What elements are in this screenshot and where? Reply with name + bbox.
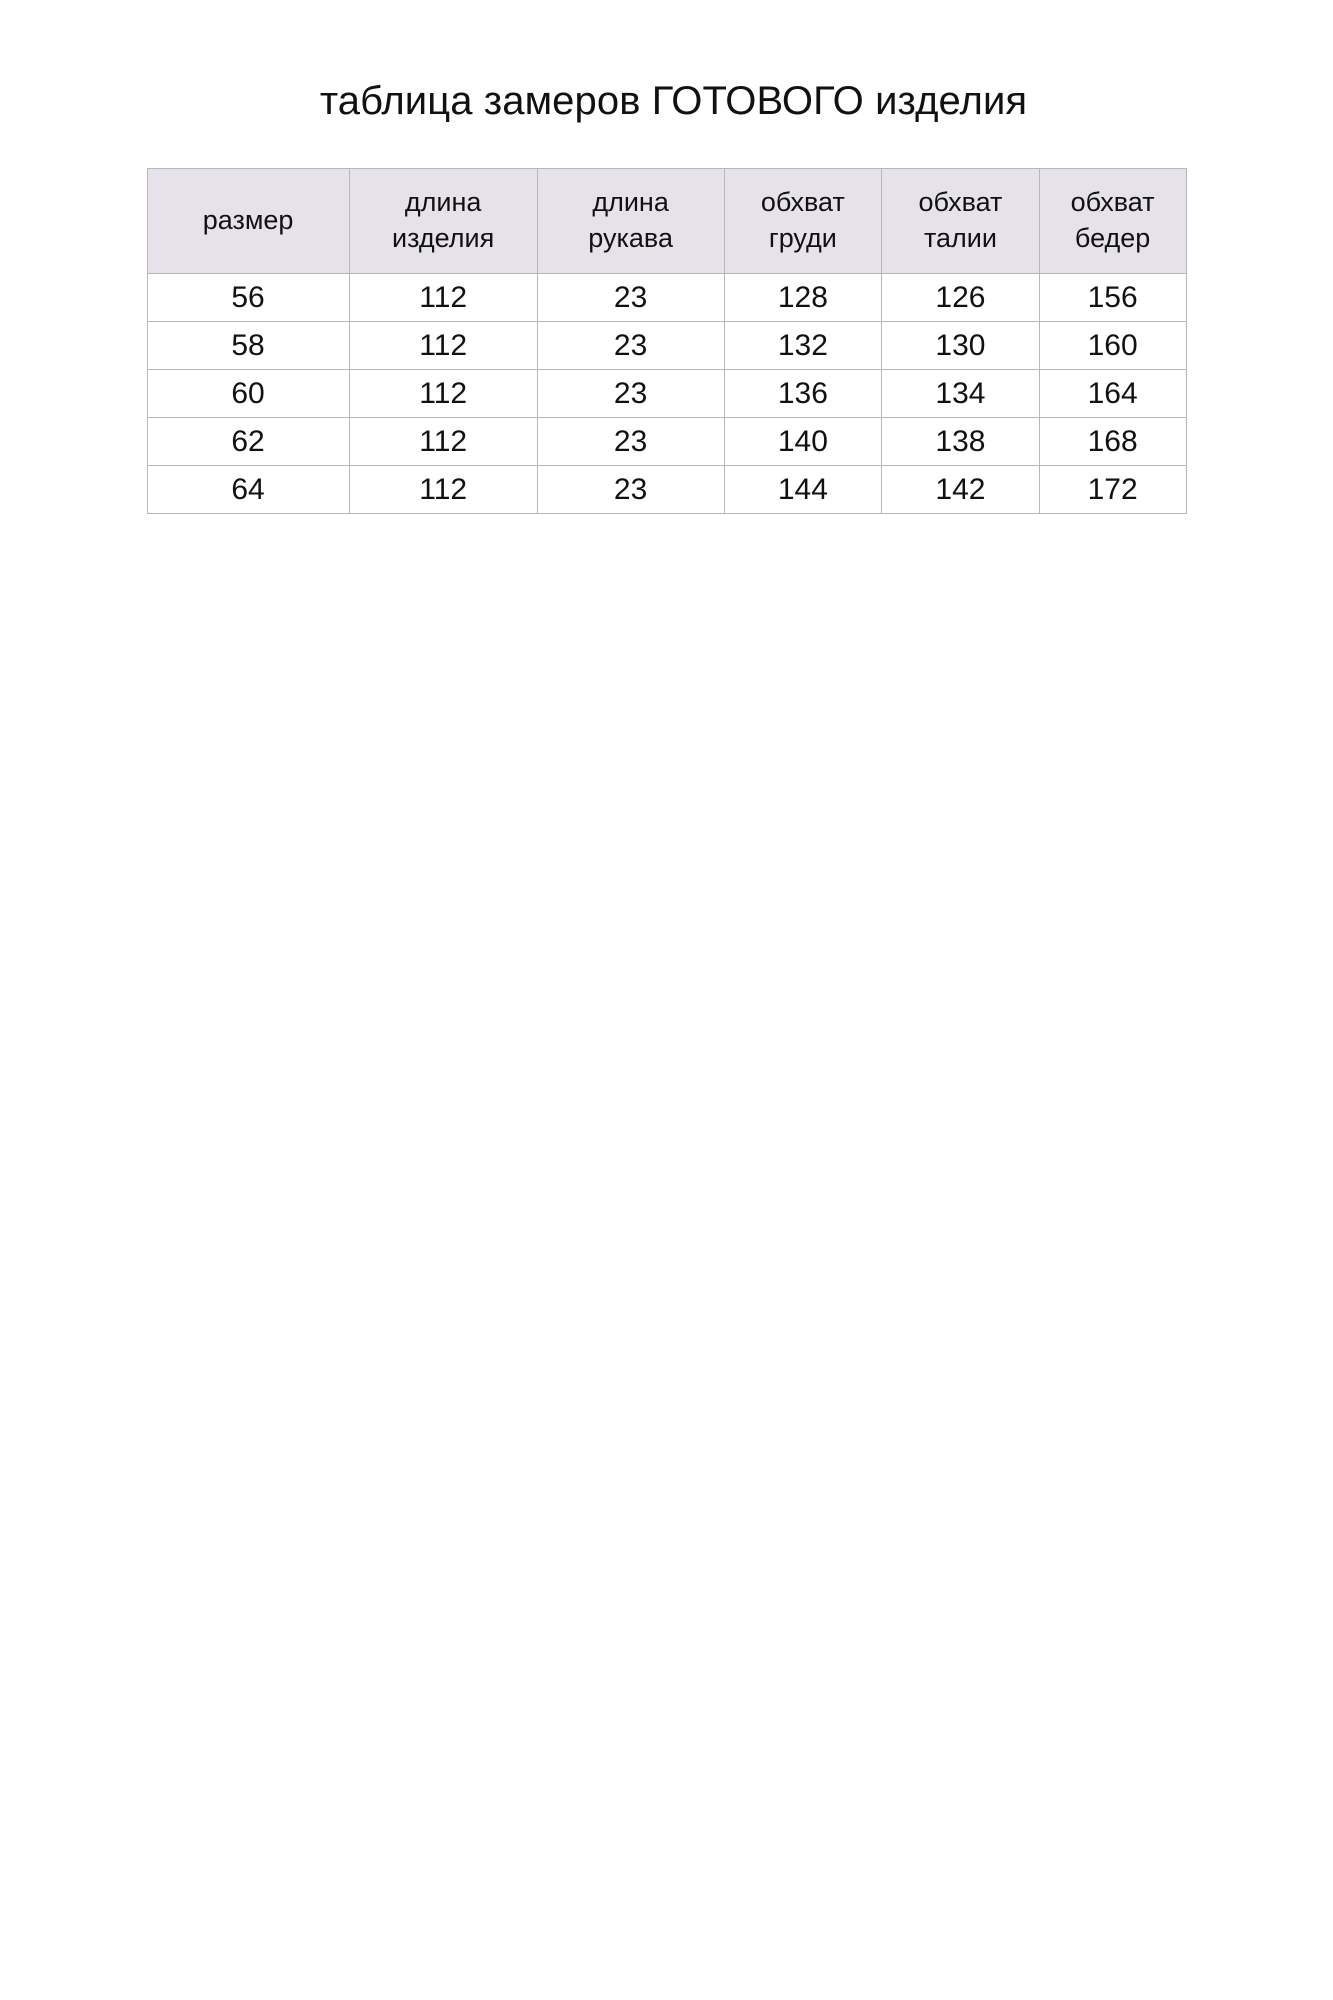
table-cell: 144: [724, 466, 882, 514]
table-cell: 112: [349, 418, 537, 466]
column-header-line: длина: [592, 187, 669, 218]
table-cell: 112: [349, 274, 537, 322]
table-cell: 23: [537, 322, 724, 370]
table-cell: 156: [1039, 274, 1186, 322]
measurements-table: [147, 168, 1187, 514]
table-cell: 112: [349, 370, 537, 418]
column-header-line: размер: [202, 205, 294, 236]
column-header-line: обхват: [918, 187, 1003, 218]
table-cell: 112: [349, 466, 537, 514]
table-cell: 23: [537, 274, 724, 322]
table-header-row: [147, 169, 1186, 274]
table-cell: 168: [1039, 418, 1186, 466]
column-header-line: обхват: [1070, 187, 1155, 218]
column-header-line: рукава: [588, 223, 673, 253]
table-cell: 132: [724, 322, 882, 370]
column-header-size: [147, 169, 349, 274]
table-cell: 172: [1039, 466, 1186, 514]
column-header-waist-girth: [882, 169, 1040, 274]
page-title: таблица замеров ГОТОВОГО изделия: [319, 79, 1028, 123]
table-row: [147, 274, 1186, 322]
table-cell: 62: [147, 418, 349, 466]
table-row: [147, 418, 1186, 466]
table-cell: 126: [882, 274, 1040, 322]
table-body: [147, 274, 1186, 514]
table-cell: 112: [349, 322, 537, 370]
column-header-hip-girth: [1039, 169, 1186, 274]
table-cell: 56: [147, 274, 349, 322]
table-cell: 23: [537, 370, 724, 418]
column-header-item-length: [349, 169, 537, 274]
table-cell: 164: [1039, 370, 1186, 418]
column-header-line: длина: [404, 187, 482, 218]
table-cell: 64: [147, 466, 349, 514]
table-cell: 23: [537, 418, 724, 466]
table-cell: 140: [724, 418, 882, 466]
column-header-sleeve-length: [537, 169, 724, 274]
column-header-line: изделия: [392, 223, 495, 253]
column-header-chest-girth: [724, 169, 882, 274]
table-cell: 160: [1039, 322, 1186, 370]
table-header: [147, 169, 1186, 274]
column-header-line: бедер: [1074, 223, 1151, 253]
table-row: [147, 370, 1186, 418]
column-header-line: талии: [923, 223, 997, 253]
table-cell: 134: [882, 370, 1040, 418]
table-container: [0, 168, 1333, 514]
table-cell: 60: [147, 370, 349, 418]
table-cell: 136: [724, 370, 882, 418]
table-row: [147, 322, 1186, 370]
table-cell: 138: [882, 418, 1040, 466]
column-header-line: обхват: [760, 187, 845, 218]
table-row: [147, 466, 1186, 514]
column-header-line: груди: [768, 223, 837, 253]
table-cell: 128: [724, 274, 882, 322]
table-cell: 130: [882, 322, 1040, 370]
table-cell: 142: [882, 466, 1040, 514]
table-cell: 58: [147, 322, 349, 370]
table-cell: 23: [537, 466, 724, 514]
